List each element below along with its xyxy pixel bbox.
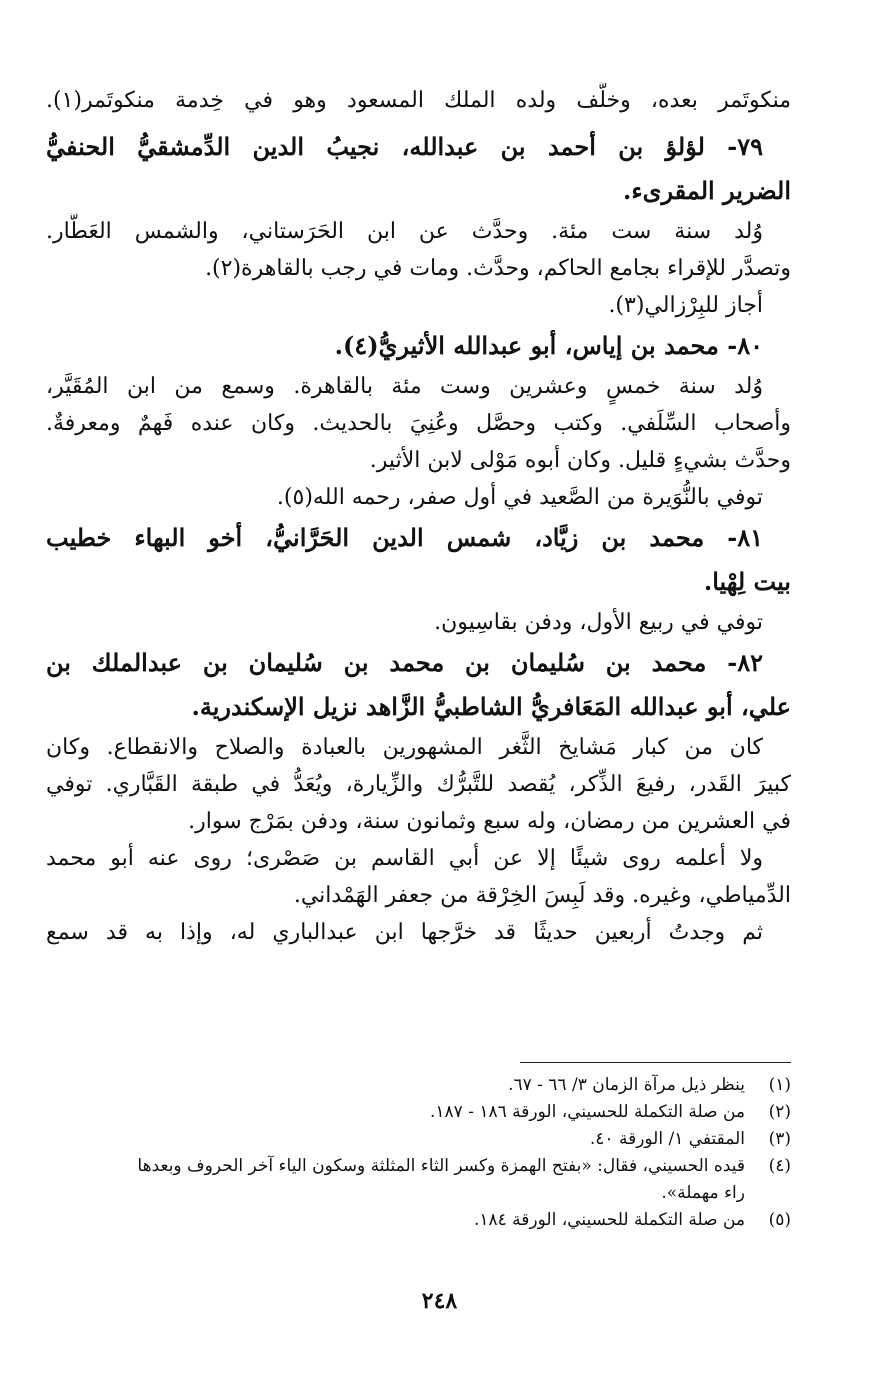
footnote-text-line: ينظر ذيل مرآة الزمان ٣/ ٦٦ - ٦٧.: [508, 1075, 745, 1095]
footnote-divider: [520, 1062, 791, 1063]
page-number: ٢٤٨: [421, 1288, 458, 1314]
footnote-text: [46, 1099, 745, 1126]
text-line: توفي بالنُّوَيرة من الصَّعيد في أول صفر، رحمه الله(٥).: [276, 485, 763, 510]
footnote-number: (٢): [768, 1102, 791, 1122]
footnote: [46, 1072, 791, 1099]
footnote-text-line: قيده الحسيني، فقال: «بفتح الهمزة وكسر الثاء المثلثة وسكون الياء آخر الحروف وبعدها: [137, 1156, 745, 1176]
text-line: وُلد سنة خمسٍ وعشرين وست مئة بالقاهرة. وسمع من ابن المُقَيَّر،: [46, 374, 763, 399]
entry-heading-line: ٧٩- لؤلؤ بن أحمد بن عبدالله، نجيبُ الدين الدِّمشقيُّ الحنفيُّ: [46, 132, 763, 161]
footnote-text: [46, 1207, 745, 1234]
main-text: [46, 82, 791, 951]
text-line: وُلد سنة ست مئة. وحدَّث عن ابن الحَرَستاني، والشمس العَطَّار.: [46, 219, 763, 244]
footnote: [46, 1153, 791, 1207]
text-line: وحدَّث بشيءٍ قليل. وكان أبوه مَوْلى لابن الأثير.: [369, 448, 791, 473]
text-line: وتصدَّر للإقراء بجامع الحاكم، وحدَّث. ومات في رجب بالقاهرة(٢).: [205, 256, 791, 281]
entry-heading-line: ٨٢- محمد بن سُليمان بن محمد بن سُليمان بن عبدالملك بن: [46, 648, 763, 677]
footnote-text: [46, 1126, 745, 1153]
text-line: منكوتَمر بعده، وخلَّف ولده الملك المسعود وهو في خِدمة منكوتَمر(١).: [46, 88, 791, 113]
entry-heading-line: ٨١- محمد بن زيَّاد، شمس الدين الحَرَّانيُّ، أخو البهاء خطيب: [46, 523, 763, 552]
text-line: ولا أعلمه روى شيئًا إلا عن أبي القاسم بن صَصْرى؛ روى عنه أبو محمد: [46, 846, 763, 871]
entry-heading-line: الضرير المقرىء.: [623, 176, 791, 205]
text-line: توفي في ربيع الأول، ودفن بقاسِيون.: [434, 610, 763, 635]
footnotes: [46, 1072, 791, 1234]
footnote-number: (٥): [768, 1210, 791, 1230]
text-line: كبيرَ القَدر، رفيعَ الذِّكر، يُقصد للتَّبرُّك والزِّيارة، ويُعَدُّ في طبقة القَبَّاري. توفي: [46, 772, 791, 797]
footnote-text: [46, 1072, 745, 1099]
footnote-text-line: راء مهملة».: [661, 1183, 745, 1203]
footnote: [46, 1207, 791, 1234]
entry-heading-line: ٨٠- محمد بن إياس، أبو عبدالله الأثيريُّ(٤).: [334, 331, 763, 360]
footnote-text-line: من صلة التكملة للحسيني، الورقة ١٨٤.: [473, 1210, 745, 1230]
text-line: ثم وجدتُ أربعين حديثًا قد خرَّجها ابن عبدالباري له، وإذا به قد سمع: [46, 920, 763, 945]
entry-heading-line: بيت لِهْيا.: [703, 567, 791, 596]
footnote-number: (٤): [768, 1156, 791, 1176]
footnote: [46, 1126, 791, 1153]
footnote: [46, 1099, 791, 1126]
text-line: وأصحاب السِّلَفي. وكتب وحصَّل وعُنِيَ بالحديث. وكان عنده فَهمٌ ومعرفةٌ.: [46, 411, 791, 436]
footnote-text-line: من صلة التكملة للحسيني، الورقة ١٨٦ - ١٨٧.: [429, 1102, 745, 1122]
text-line: أجاز للبِرْزالي(٣).: [608, 293, 763, 318]
text-line: في العشرين من رمضان، وله سبع وثمانون سنة، ودفن بمَرْج سوار.: [188, 809, 791, 834]
text-line: كان من كبار مَشايخ الثَّغر المشهورين بالعبادة والصلاح والانقطاع. وكان: [46, 735, 763, 760]
entry-heading-line: علي، أبو عبدالله المَعَافريُّ الشاطبيُّ الزَّاهد نزيل الإسكندرية.: [191, 692, 791, 721]
footnote-number: (٣): [768, 1129, 791, 1149]
text-line: الدِّمياطي، وغيره. وقد لَبِسَ الخِرْقة من جعفر الهَمْداني.: [293, 883, 791, 908]
footnote-text: [46, 1153, 745, 1207]
footnote-text-line: المقتفي ١/ الورقة ٤٠.: [589, 1129, 745, 1149]
footnote-number: (١): [768, 1075, 791, 1095]
